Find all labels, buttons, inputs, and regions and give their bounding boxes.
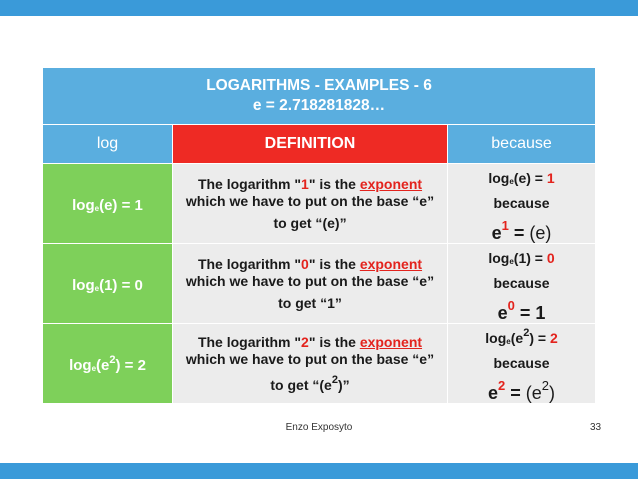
title-line-1: LOGARITHMS - EXAMPLES - 6 [206, 77, 432, 94]
table-row [43, 244, 596, 324]
definition-text: The logarithm "1" is the exponent which we have to put on the base “e” to get “(e)” [173, 164, 448, 244]
top-accent-band [0, 0, 638, 16]
log-expression: loge(1) = 0 [43, 244, 173, 324]
because-explanation: loge(1) = 0 because $e^0 = 1$ [448, 244, 596, 324]
page-number: 33 [590, 422, 602, 433]
table-row [43, 164, 596, 244]
because-explanation: $\log e(e^2) = 2$ because $e^2 = (e^2)$ [448, 324, 596, 404]
because-explanation: loge(e) = 1 because $e^1 = (e)$ [448, 164, 596, 244]
bottom-accent-band [0, 463, 638, 479]
title-line-2: e = 2.718281828… [252, 97, 386, 114]
exponent-link[interactable]: exponent [359, 333, 423, 350]
header-definition: DEFINITION [173, 125, 448, 164]
footer-author: Enzo Exposyto [285, 422, 353, 433]
log-expression: $\log e(e^2) = 2$ [43, 324, 173, 404]
log-expression: loge(e) = 1 [43, 164, 173, 244]
table-row [43, 324, 596, 404]
exponent-link[interactable]: exponent [359, 175, 423, 192]
table-title [43, 68, 596, 125]
header-because: because [448, 125, 596, 164]
definition-text: The logarithm "0" is the exponent which we have to put on the base “e” to get “1” [173, 244, 448, 324]
definition-text: The logarithm "2" is the exponent which we have to put on the base “e” to get “$(e^2)$” [173, 324, 448, 404]
exponent-link[interactable]: exponent [359, 255, 423, 272]
logarithm-examples-table [42, 67, 596, 404]
header-log: log [43, 125, 173, 164]
